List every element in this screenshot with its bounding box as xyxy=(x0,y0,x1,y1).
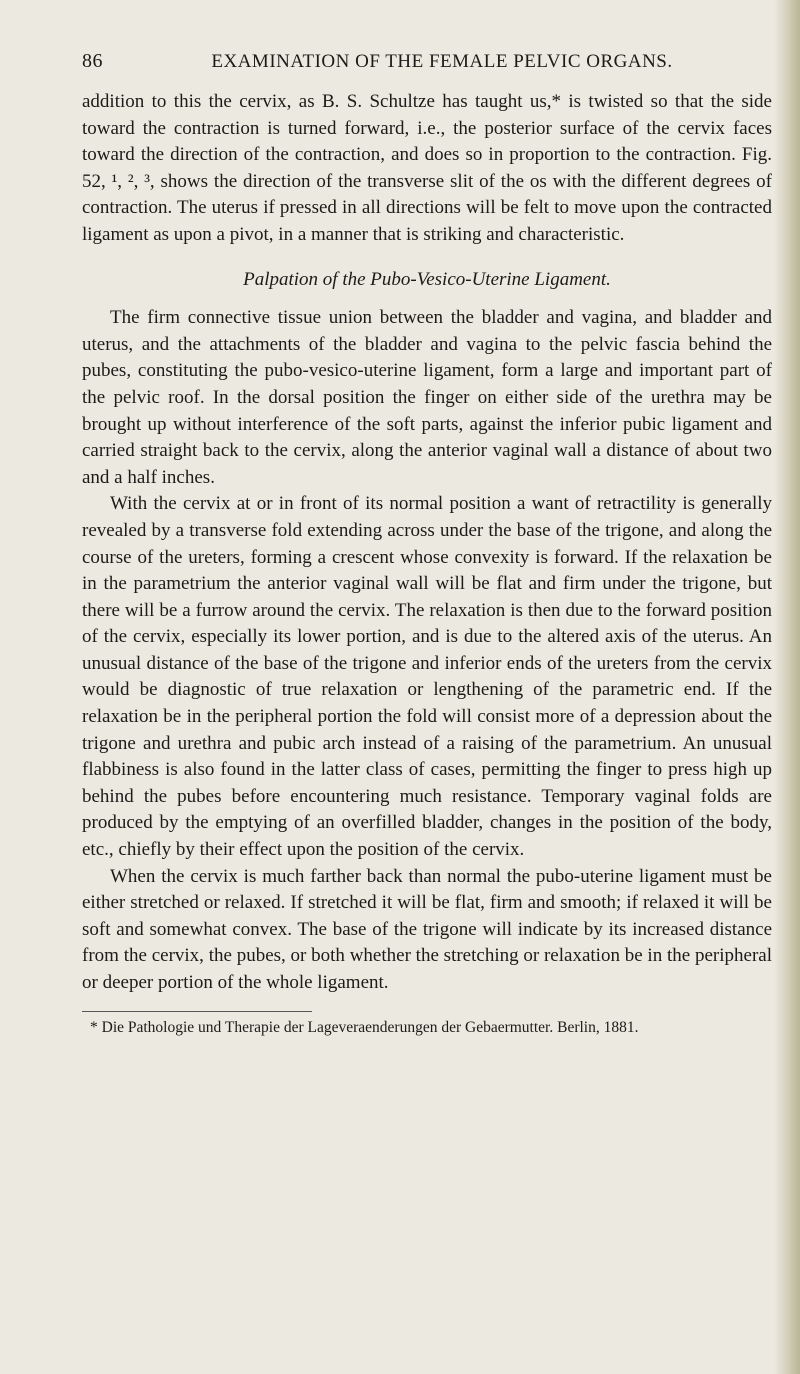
footnote-rule xyxy=(82,1011,312,1012)
page-edge-shadow xyxy=(774,0,800,1374)
running-header xyxy=(82,50,772,73)
paragraph-3: With the cervix at or in front of its normal position a want of retractility is generally revealed by a transverse fold extending across under the base of the trigone, and along the course of the ureters, forming a crescent whose convexity is forward. If the relaxation be in the parametrium the anterior vaginal wall will be flat and firm under the trigone, but there will be a furrow around the cervix. The relaxation is then due to the forward position of the cervix, especially its lower portion, and is due to the altered axis of the uterus. An unusual distance of the base of the trigone and inferior ends of the ureters from the cervix would be diagnostic of true relaxation or lengthening of the parametric end. If the relaxation be in the peripheral portion the fold will consist more of a depression about the trigone and urethra and pubic arch instead of a raising of the parametrium. An unusual flabbiness is also found in the latter class of cases, permitting the finger to press high up behind the pubes before encountering much resistance. Temporary vaginal folds are produced by the emptying of an overfilled bladder, changes in the position of the body, etc., chiefly by their effect upon the position of the cervix. xyxy=(82,493,772,861)
page-number: 86 xyxy=(82,50,103,72)
paragraph-2: The firm connective tissue union between the bladder and vagina, and bladder and uterus, and the attachments of the bladder and vagina to the pelvic fascia behind the pubes, constituting the pubo-vesico-uterine ligament, form a large and important part of the pelvic roof. In the dorsal position the finger on either side of the urethra may be brought up without interference of the soft parts, against the inferior pubic ligament and carried straight back to the cervix, along the anterior vaginal wall a distance of about two and a half inches. xyxy=(82,307,772,488)
body-text xyxy=(82,89,772,997)
footnote xyxy=(82,1016,772,1039)
paragraph-4: When the cervix is much farther back than normal the pubo-uterine ligament must be either stretched or relaxed. If stretched it will be flat, firm and smooth; if relaxed it will be soft and somewhat convex. The base of the trigone will indicate by its increased distance from the cervix, the pubes, or both whether the stretching or relaxation be in the peripheral or deeper portion of the whole ligament. xyxy=(82,865,772,993)
section-heading: Palpation of the Pubo-Vesico-Uterine Ligament. xyxy=(243,268,611,290)
running-title: EXAMINATION OF THE FEMALE PELVIC ORGANS. xyxy=(211,51,673,72)
paragraph-1: addition to this the cervix, as B. S. Schultze has taught us,* is twisted so that the side toward the contraction is turned forward, i.e., the posterior surface of the cervix faces toward the direction of the contraction, and does so in proportion to the contraction. Fig. 52, ¹, ², ³, shows the direction of the transverse slit of the os with the different degrees of contraction. The uterus if pressed in all directions will be felt to move upon the contracted ligament as upon a pivot, in a manner that is striking and characteristic. xyxy=(82,91,772,245)
footnote-text: * Die Pathologie und Therapie der Lageveraenderungen der Gebaermutter. Berlin, 1881. xyxy=(90,1018,639,1036)
